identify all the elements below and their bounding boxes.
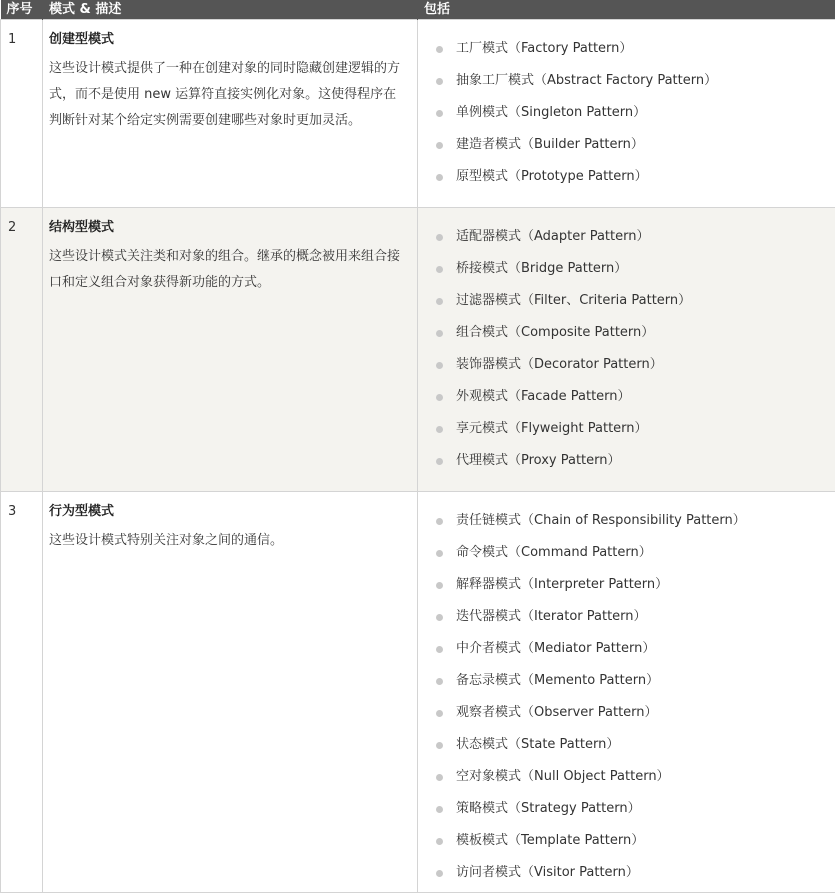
list-item bbox=[436, 604, 835, 636]
list-item bbox=[436, 828, 835, 860]
pattern-name: 责任链模式（Chain of Responsibility Pattern） bbox=[456, 513, 746, 528]
bullet-icon bbox=[436, 838, 443, 845]
row-num: 2 bbox=[1, 208, 43, 492]
header-num: 序号 bbox=[1, 0, 43, 20]
pattern-name: 工厂模式（Factory Pattern） bbox=[456, 41, 632, 56]
bullet-icon bbox=[436, 582, 443, 589]
pattern-name: 观察者模式（Observer Pattern） bbox=[456, 705, 658, 720]
pattern-name: 过滤器模式（Filter、Criteria Pattern） bbox=[456, 293, 691, 308]
list-item bbox=[436, 132, 835, 164]
pattern-list bbox=[418, 20, 835, 196]
pattern-name: 建造者模式（Builder Pattern） bbox=[456, 137, 644, 152]
bullet-icon bbox=[436, 394, 443, 401]
table-header bbox=[1, 0, 835, 20]
table-row bbox=[1, 20, 835, 208]
bullet-icon bbox=[436, 646, 443, 653]
list-item bbox=[436, 636, 835, 668]
category-title: 结构型模式 bbox=[49, 220, 409, 236]
list-item bbox=[436, 384, 835, 416]
list-item bbox=[436, 224, 835, 256]
bullet-icon bbox=[436, 298, 443, 305]
pattern-name: 备忘录模式（Memento Pattern） bbox=[456, 673, 659, 688]
bullet-icon bbox=[436, 426, 443, 433]
category-description: 这些设计模式提供了一种在创建对象的同时隐藏创建逻辑的方式，而不是使用 new 运算符直接实例化对象。这使得程序在判断针对某个给定实例需要创建哪些对象时更加灵活。 bbox=[49, 56, 409, 134]
bullet-icon bbox=[436, 266, 443, 273]
pattern-list bbox=[418, 208, 835, 480]
pattern-name: 模板模式（Template Pattern） bbox=[456, 833, 644, 848]
pattern-name: 适配器模式（Adapter Pattern） bbox=[456, 229, 649, 244]
list-item bbox=[436, 572, 835, 604]
row-desc-cell bbox=[43, 20, 418, 208]
pattern-name: 组合模式（Composite Pattern） bbox=[456, 325, 654, 340]
bullet-icon bbox=[436, 518, 443, 525]
list-item bbox=[436, 256, 835, 288]
bullet-icon bbox=[436, 234, 443, 241]
pattern-name: 中介者模式（Mediator Pattern） bbox=[456, 641, 655, 656]
category-title: 创建型模式 bbox=[49, 32, 409, 48]
row-includes-cell bbox=[418, 492, 835, 893]
list-item bbox=[436, 764, 835, 796]
pattern-name: 装饰器模式（Decorator Pattern） bbox=[456, 357, 663, 372]
row-num: 1 bbox=[1, 20, 43, 208]
pattern-name: 桥接模式（Bridge Pattern） bbox=[456, 261, 627, 276]
category-title: 行为型模式 bbox=[49, 504, 409, 520]
table-row bbox=[1, 492, 835, 893]
row-includes-cell bbox=[418, 208, 835, 492]
bullet-icon bbox=[436, 614, 443, 621]
pattern-name: 迭代器模式（Iterator Pattern） bbox=[456, 609, 647, 624]
list-item bbox=[436, 68, 835, 100]
pattern-name: 策略模式（Strategy Pattern） bbox=[456, 801, 641, 816]
bullet-icon bbox=[436, 362, 443, 369]
list-item bbox=[436, 668, 835, 700]
pattern-list bbox=[418, 492, 835, 892]
pattern-name: 命令模式（Command Pattern） bbox=[456, 545, 652, 560]
pattern-name: 代理模式（Proxy Pattern） bbox=[456, 453, 621, 468]
list-item bbox=[436, 288, 835, 320]
pattern-name: 原型模式（Prototype Pattern） bbox=[456, 169, 648, 184]
bullet-icon bbox=[436, 78, 443, 85]
list-item bbox=[436, 352, 835, 384]
list-item bbox=[436, 732, 835, 764]
pattern-name: 解释器模式（Interpreter Pattern） bbox=[456, 577, 668, 592]
bullet-icon bbox=[436, 742, 443, 749]
pattern-name: 访问者模式（Visitor Pattern） bbox=[456, 865, 639, 880]
list-item bbox=[436, 320, 835, 352]
list-item bbox=[436, 860, 835, 892]
header-desc: 模式 & 描述 bbox=[43, 0, 418, 20]
bullet-icon bbox=[436, 774, 443, 781]
list-item bbox=[436, 448, 835, 480]
pattern-name: 外观模式（Facade Pattern） bbox=[456, 389, 631, 404]
row-num: 3 bbox=[1, 492, 43, 893]
list-item bbox=[436, 36, 835, 68]
bullet-icon bbox=[436, 142, 443, 149]
bullet-icon bbox=[436, 174, 443, 181]
pattern-name: 单例模式（Singleton Pattern） bbox=[456, 105, 646, 120]
bullet-icon bbox=[436, 710, 443, 717]
bullet-icon bbox=[436, 678, 443, 685]
category-description: 这些设计模式关注类和对象的组合。继承的概念被用来组合接口和定义组合对象获得新功能的方式。 bbox=[49, 244, 409, 296]
row-includes-cell bbox=[418, 20, 835, 208]
list-item bbox=[436, 100, 835, 132]
bullet-icon bbox=[436, 110, 443, 117]
list-item bbox=[436, 164, 835, 196]
list-item bbox=[436, 508, 835, 540]
table-row bbox=[1, 208, 835, 492]
header-includes: 包括 bbox=[418, 0, 835, 20]
pattern-name: 状态模式（State Pattern） bbox=[456, 737, 619, 752]
bullet-icon bbox=[436, 458, 443, 465]
bullet-icon bbox=[436, 806, 443, 813]
bullet-icon bbox=[436, 46, 443, 53]
row-desc-cell bbox=[43, 208, 418, 492]
list-item bbox=[436, 416, 835, 448]
pattern-name: 空对象模式（Null Object Pattern） bbox=[456, 769, 670, 784]
pattern-name: 抽象工厂模式（Abstract Factory Pattern） bbox=[456, 73, 717, 88]
list-item bbox=[436, 796, 835, 828]
category-description: 这些设计模式特别关注对象之间的通信。 bbox=[49, 528, 409, 554]
row-desc-cell bbox=[43, 492, 418, 893]
bullet-icon bbox=[436, 330, 443, 337]
list-item bbox=[436, 700, 835, 732]
pattern-name: 享元模式（Flyweight Pattern） bbox=[456, 421, 648, 436]
bullet-icon bbox=[436, 550, 443, 557]
list-item bbox=[436, 540, 835, 572]
bullet-icon bbox=[436, 870, 443, 877]
